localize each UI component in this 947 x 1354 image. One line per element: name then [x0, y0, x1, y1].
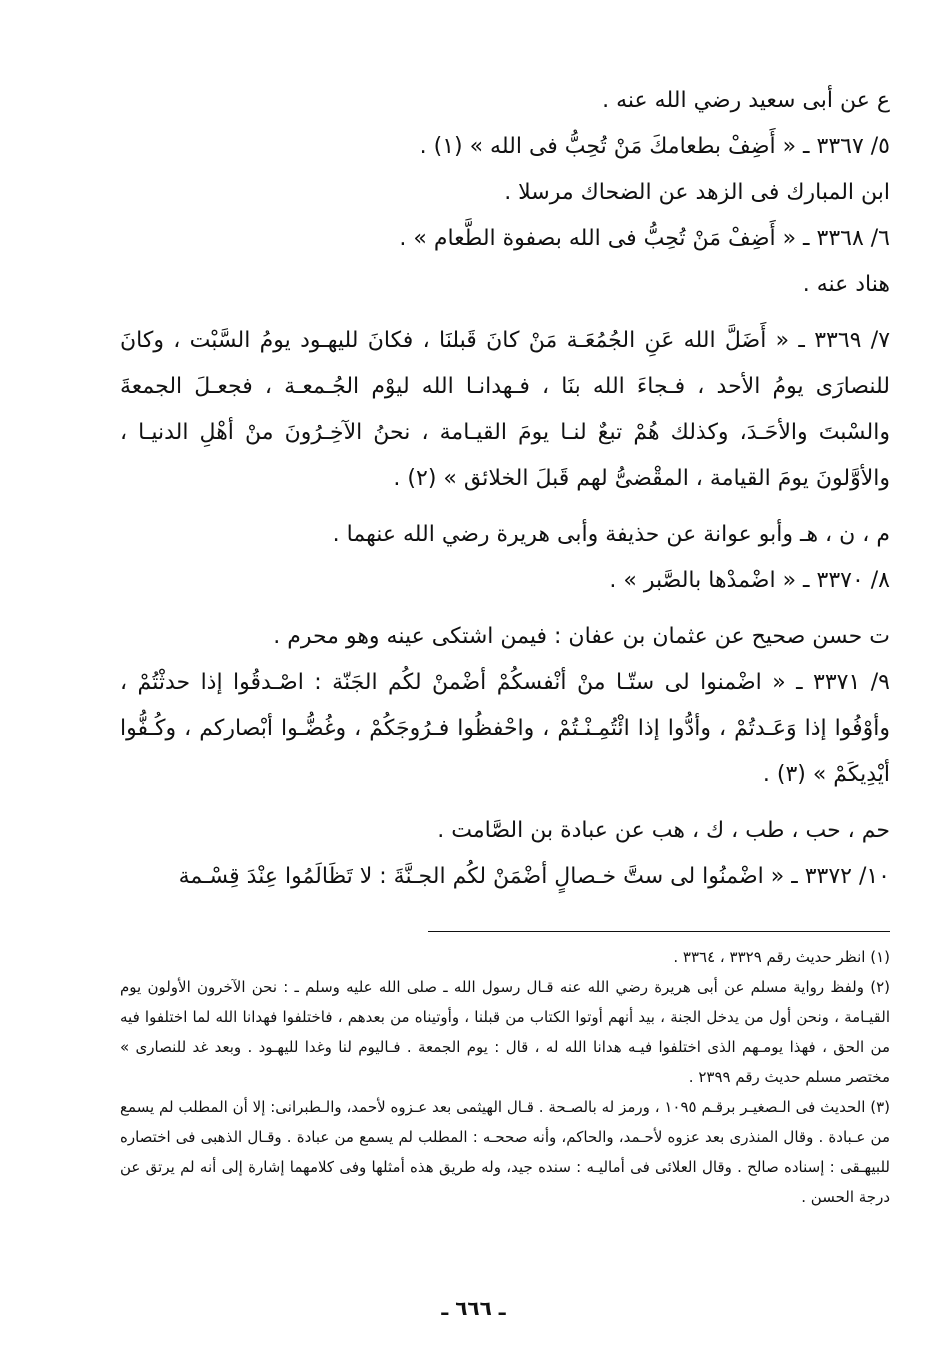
text-line: ع عن أبى سعيد رضي الله عنه . [602, 88, 890, 113]
footnote-1: (١) انظر حديث رقم ٣٣٢٩ ، ٣٣٦٤ . [673, 948, 890, 966]
main-text [120, 78, 890, 900]
page-number: ـ ٦٦٦ ـ [441, 1296, 506, 1320]
hadith-3367: ٥/ ٣٣٦٧ ـ « أَضِفْ بطعامكَ مَنْ تُحِبُّ فى الله » (١) . [419, 134, 890, 159]
text-line: ت حسن صحيح عن عثمان بن عفان : فيمن اشتكى عينه وهو محرم . [273, 624, 890, 649]
footnotes [120, 942, 890, 1212]
footnote-divider [428, 931, 890, 932]
hadith-3372: ١٠/ ٣٣٧٢ ـ « اضْمنُوا لى ستَّ خـصالٍ أضْمَنْ لكُم الجـنَّةَ : لا تَظَالَمُوا عِنْدَ قِسْـمة [178, 864, 890, 889]
hadith-3368: ٦/ ٣٣٦٨ ـ « أَضِفْ مَنْ تُحِبُّ فى الله بصفوة الطَّعام » . [399, 226, 890, 251]
footnote-2: (٢) ولفظ رواية مسلم عن أبى هريرة رضي الله عنه قـال رسول الله ـ صلى الله عليه وسلم ـ : نحن الآخرون الأولون يوم القيـامة ، ونحن أول من يدخل الجنة ، بيد أنهم أوتوا الكتاب من قبلنا ، وأوتيناه من بعدهم ، فاختلفوا فهدانا الله لما اختلفوا فيه من الحق ، فهذا يومـهم الذى اختلفوا فيـه هدانا الله له ، قال : يوم الجمعة . فـاليوم لنا وغدا لليهـود . وبعد غد للنصارى » مختصر مسلم حديث رقم ٢٣٩٩ . [120, 978, 890, 1086]
text-line: ابن المبارك فى الزهد عن الضحاك مرسلا . [504, 180, 890, 205]
hadith-3371: ٩/ ٣٣٧١ ـ « اضْمنوا لى ستّـا منْ أنْفسكُمْ أضْمنْ لكُم الجَنّة : اصْـدقُوا إذا حدثْتُمْ ، وأوْفُوا إذا وَعَـدتُمْ ، وأدُّوا إذا ائْتُمِـنْـتُمْ ، واحْفظُوا فـرُوجَكُمْ ، وغُضُّـوا أبْصاركم ، وكُـفُّوا أيْدِيكَمْ » (٣) . [120, 670, 890, 787]
text-line: هناد عنه . [802, 272, 890, 297]
hadith-3369: ٧/ ٣٣٦٩ ـ « أَضَلَّ الله عَنِ الجُمُعَـة مَنْ كانَ قَبلنَا ، فكانَ لليهـود يومُ السَّبْت ، وكانَ للنصارَى يومُ الأحد ، فـجاءَ الله بنَا ، فـهدانـا الله ليوْم الجُـمعـة ، فجعـلَ الجمعةَ والسْبتَ والأحَـدَ، وكذلك هُمْ تبعٌ لنـا يومَ القيـامة ، نحنُ الآخِـرُونَ منْ أهْلِ الدنيـا ، والأوَّلونَ يومَ القيامة ، المقْضىُّ لهم قَبلَ الخلائق » (٢) . [120, 328, 891, 491]
text-line: م ، ن ، هـ وأبو عوانة عن حذيفة وأبى هريرة رضي الله عنهما . [332, 522, 890, 547]
text-line: حم ، حب ، طب ، ك ، هب عن عبادة بن الصَّامت . [437, 818, 890, 843]
footnote-3: (٣) الحديث فى الـصغيـر برقـم ١٠٩٥ ، ورمز له بالصـحة . قـال الهيثمى بعد عـزوه لأحمد، والـطبرانى: إلا أن المطلب لم يسمع من عـبادة . وقال المنذرى بعد عزوه لأحـمد، والحاكم، وأنه صححـه : المطلب لم يسمع من عبادة . وقـال الذهبى فى اختصاره للبيهـقى : إسناده صالح . وقال العلائى فى أماليـه : سنده جيد، وله طريق هذه أمثلها وفى كلامهما إشارة إلى أنه لم يرتق عن درجة الحسن . [120, 1098, 890, 1206]
hadith-3370: ٨/ ٣٣٧٠ ـ « اضْمدْها بالصَّبر » . [609, 568, 890, 593]
